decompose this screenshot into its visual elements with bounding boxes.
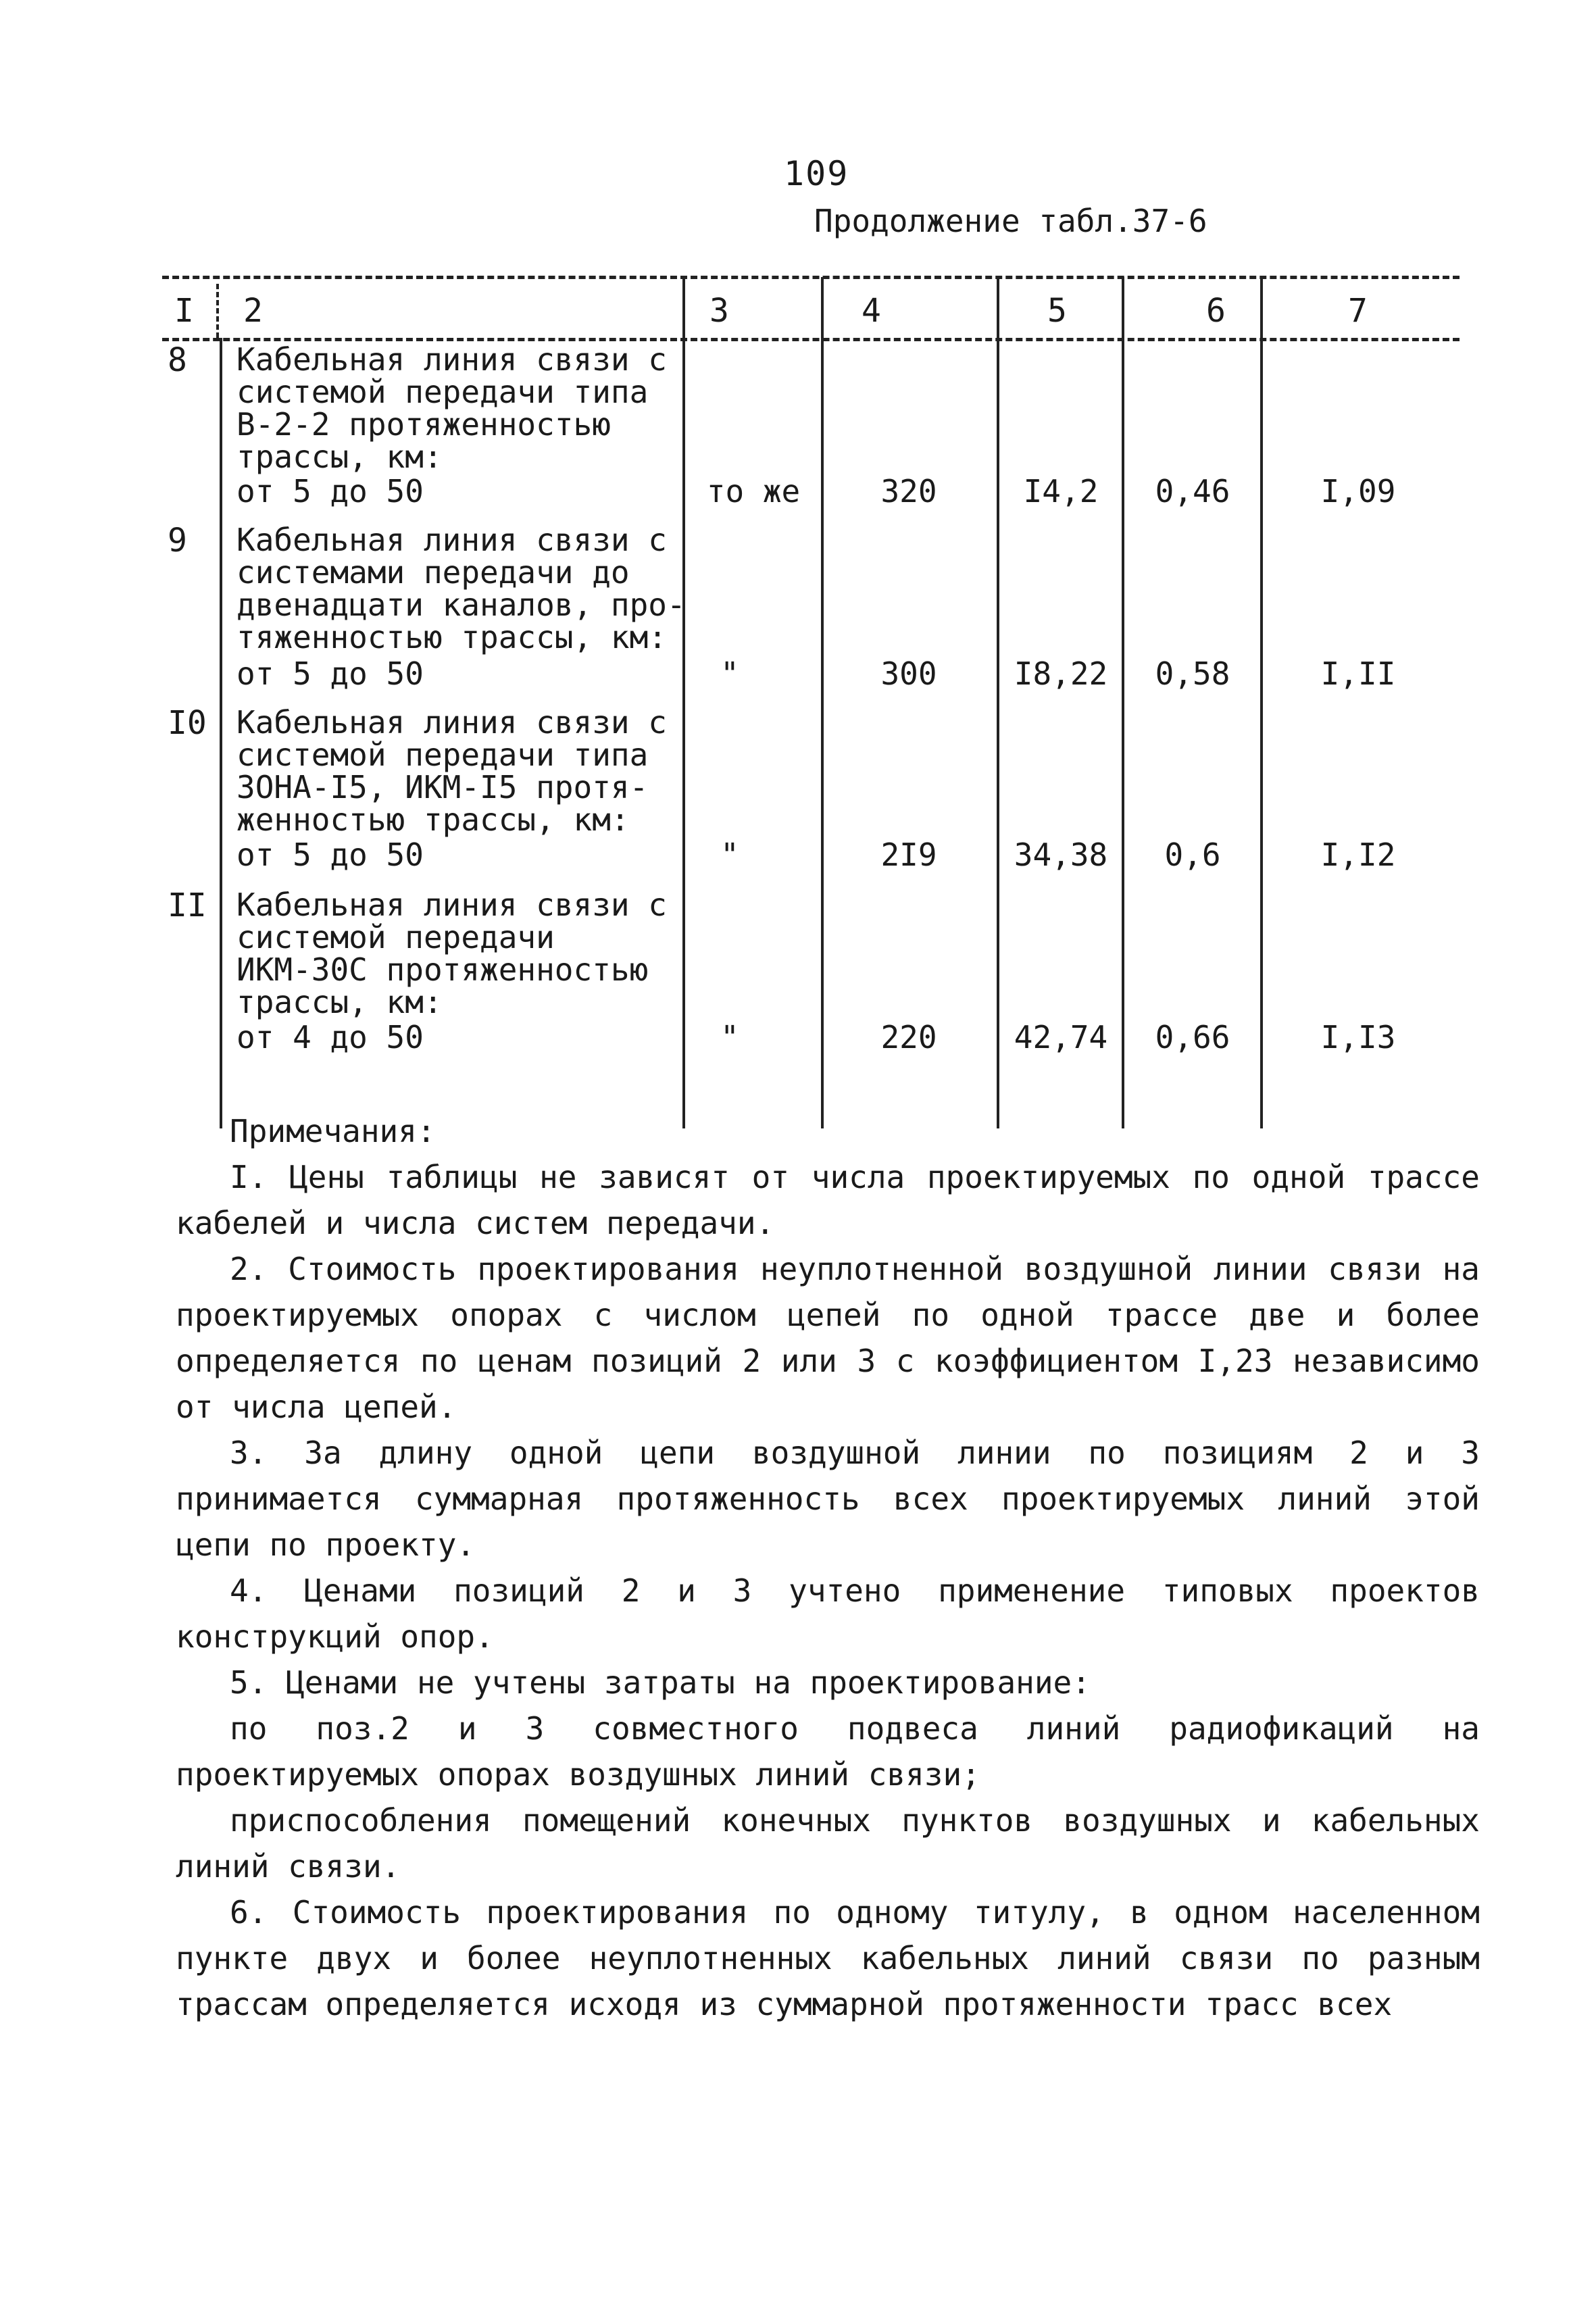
row-description: Кабельная линия связи с системой передачи типа ЗОНА-I5, ИКМ-I5 протя- женностью трассы, км:: [236, 704, 667, 838]
row-range: от 5 до 50: [236, 473, 424, 509]
note-item: 2. Стоимость проектирования неуплотненной воздушной линии связи на проектируемых опорах с числом цепей по одной трассе две и более определяется по ценам позиций 2 или 3 с коэффициентом I,23 независимо от числа цепей.: [176, 1251, 1480, 1425]
row-number: I0: [168, 704, 207, 742]
notes-section: [176, 1108, 1480, 2027]
note-item: I. Цены таблицы не зависят от числа проектируемых по одной трассе кабелей и числа систем передачи.: [176, 1159, 1480, 1241]
cell-col-6: 0,6: [1164, 837, 1221, 873]
cell-col-7: I,II: [1320, 655, 1396, 692]
header-col-3: 3: [709, 292, 729, 330]
cell-col-7: I,09: [1320, 473, 1396, 509]
cell-col-3: то же: [706, 473, 801, 509]
cell-col-6: 0,46: [1155, 473, 1230, 509]
note-item: 6. Стоимость проектирования по одному титулу, в одном населенном пункте двух и более неуплотненных кабельных линий связи по разным трассам определяется исходя из суммарной протяженности трасс всех: [176, 1894, 1480, 2022]
row-range: от 4 до 50: [236, 1019, 424, 1055]
cell-col-5: I8,22: [1014, 655, 1108, 692]
row-description: Кабельная линия связи с системой передачи типа В-2-2 протяженностью трассы, км:: [236, 341, 667, 475]
table-top-rule: [162, 276, 1460, 279]
note-item: 3. За длину одной цепи воздушной линии по позициям 2 и 3 принимается суммарная протяженность всех проектируемых линий этой цепи по проекту.: [176, 1435, 1480, 1563]
cell-col-3: ": [720, 655, 739, 692]
cell-col-4: 320: [880, 473, 937, 509]
column-divider: [997, 277, 999, 1128]
column-divider: [821, 277, 824, 1128]
header-col-5: 5: [1047, 292, 1067, 330]
header-col-4: 4: [862, 292, 881, 330]
note-subitem: приспособления помещений конечных пунктов воздушных и кабельных линий связи.: [176, 1802, 1480, 1885]
column-divider: [1122, 277, 1124, 1128]
row-range: от 5 до 50: [236, 837, 424, 873]
cell-col-4: 2I9: [880, 837, 937, 873]
row-range: от 5 до 50: [236, 655, 424, 692]
column-divider: [220, 338, 222, 1128]
cell-col-3: ": [720, 1019, 739, 1055]
note-item: 5. Ценами не учтены затраты на проектирование:: [230, 1664, 1091, 1701]
note-subitem: по поз.2 и 3 совместного подвеса линий радиофикаций на проектируемых опорах воздушных линий связи;: [176, 1710, 1480, 1793]
cell-col-4: 300: [880, 655, 937, 692]
page-number: 109: [784, 154, 849, 193]
cell-col-6: 0,66: [1155, 1019, 1230, 1055]
cell-col-3: ": [720, 837, 739, 873]
cell-col-6: 0,58: [1155, 655, 1230, 692]
header-divider: [216, 284, 219, 338]
cell-col-4: 220: [880, 1019, 937, 1055]
column-divider: [1260, 277, 1263, 1128]
header-col-7: 7: [1348, 292, 1368, 330]
row-number: II: [168, 887, 207, 924]
cell-col-5: I4,2: [1023, 473, 1099, 509]
price-table: [162, 270, 1460, 1081]
notes-title: Примечания:: [230, 1113, 436, 1149]
row-number: 8: [168, 341, 187, 379]
cell-col-5: 42,74: [1014, 1019, 1108, 1055]
row-number: 9: [168, 522, 187, 559]
cell-col-7: I,I2: [1320, 837, 1396, 873]
cell-col-7: I,I3: [1320, 1019, 1396, 1055]
cell-col-5: 34,38: [1014, 837, 1108, 873]
header-col-6: 6: [1206, 292, 1226, 330]
table-continuation-caption: Продолжение табл.37-6: [814, 203, 1207, 239]
header-col-1: I: [174, 292, 194, 330]
row-description: Кабельная линия связи с системами передачи до двенадцати каналов, про- тяженностью трассы, км:: [236, 522, 686, 655]
header-col-2: 2: [243, 292, 263, 330]
note-item: 4. Ценами позиций 2 и 3 учтено применение типовых проектов конструкций опор.: [176, 1572, 1480, 1655]
row-description: Кабельная линия связи с системой передачи ИКМ-30С протяженностью трассы, км:: [236, 887, 667, 1020]
